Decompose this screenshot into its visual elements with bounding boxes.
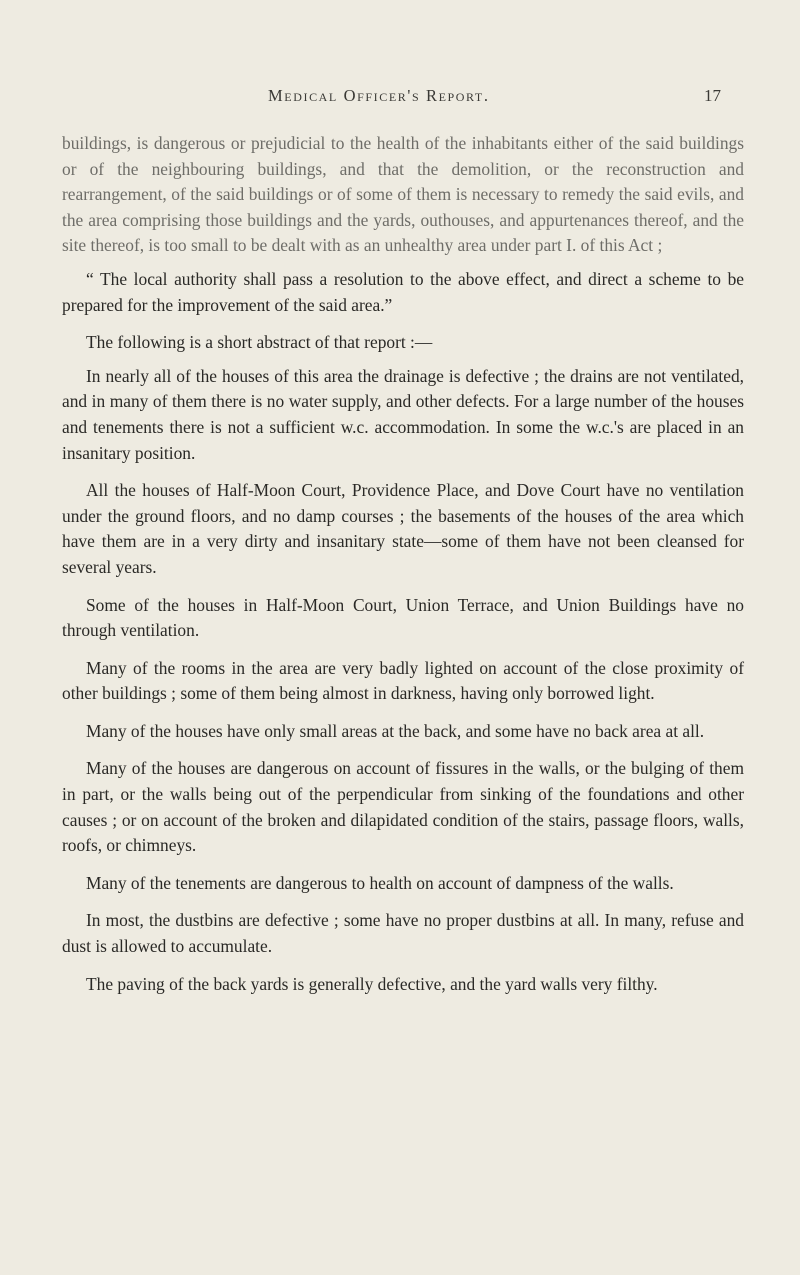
running-head: Medical Officer's Report. [268,86,490,105]
paragraph-dangerous-structure: Many of the houses are dangerous on account of fissures in the walls, or the bulging of them in part, or the walls being out of the perpendicular from sinking of the foundations and other causes ; or on account of the broken and dilapidated condition of the stairs, passage floors, walls, roofs, or chimneys. [62,758,744,856]
page-header [0,86,800,112]
paragraph-ventilation-floors: All the houses of Half-Moon Court, Providence Place, and Dove Court have no ventilation under the ground floors, and no damp courses ; the basements of the houses of the area which have them are in a very dirty and insanitary state—some of them have not been cleansed for several years. [62,480,744,577]
page-number: 17 [704,86,721,105]
paragraph-resolution-quote: “ The local authority shall pass a resolution to the above effect, and direct a scheme to be prepared for the improvement of the said area.” [62,268,744,315]
paragraph-dampness: Many of the tenements are dangerous to health on account of dampness of the walls. [86,872,674,893]
body-text [62,131,744,997]
paragraph-through-ventilation: Some of the houses in Half-Moon Court, Union Terrace, and Union Buildings have no through ventilation. [62,594,744,641]
paragraph-paving: The paving of the back yards is generally defective, and the yard walls very filthy. [86,973,658,994]
paragraph-abstract-intro: The following is a short abstract of that report :— [86,332,433,353]
paragraph-lighting: Many of the rooms in the area are very badly lighted on account of the close proximity of other buildings ; some of them being almost in darkness, having only borrowed light. [62,657,744,704]
paragraph-drainage: In nearly all of the houses of this area the drainage is defective ; the drains are not ventilated, and in many of them there is no water supply, and other defects. For a large number of the houses and tenements there is not a sufficient w.c. accommodation. In some the w.c.'s are placed in an insanitary position. [62,365,744,463]
paragraph-back-areas: Many of the houses have only small areas at the back, and some have no back area at all. [86,720,705,741]
paragraph-dustbins: In most, the dustbins are defective ; some have no proper dustbins at all. In many, refuse and dust is allowed to accumulate. [62,910,744,957]
paragraph-continuation: buildings, is dangerous or prejudicial to the health of the inhabitants either of the said buildings or of the neighbouring buildings, and that the demolition, or the reconstruction and rearrangement, of the said buildings or of some of them is necessary to remedy the said evils, and the area comprising those buildings and the yards, outhouses, and appurtenances thereof, and the site thereof, is too small to be dealt with as an unhealthy area under part I. of this Act ; [62,133,744,256]
